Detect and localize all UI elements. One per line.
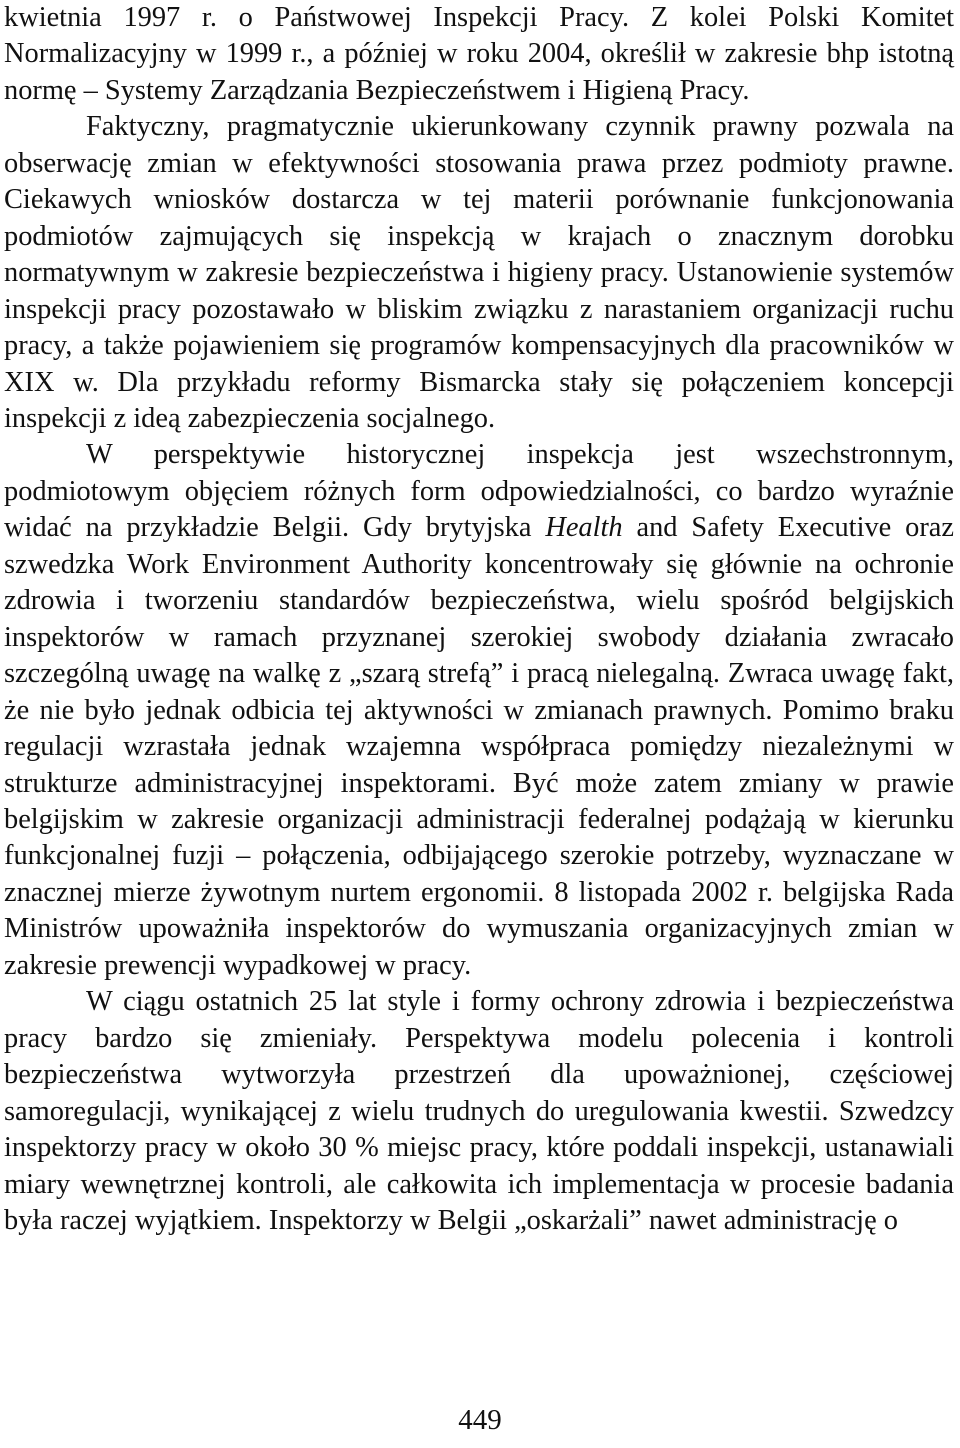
paragraph bbox=[4, 984, 954, 1239]
text-segment: and Safety Executive oraz szwedzka Work Environment Authority koncentrowały się głównie na ochronie zdrowia i tworzeniu standardów bezpieczeństwa, wielu spośród belgijskich inspektorów w ramach przyznanej szerokiej swobody działania zwracało szczególną uwagę na walkę z „szarą strefą” i pracą nielegalną. Zwraca uwagę fakt, że nie było jednak odbicia tej aktywności w zmianach prawnych. Pomimo braku regulacji wzrastała jednak wzajemna współpraca pomiędzy niezależnymi w strukturze administracyjnej inspektorami. Być może zatem zmiany w prawie belgijskim w zakresie organizacji administracji federalnej podążają w kierunku funkcjonalnej fuzji – połączenia, odbijającego szerokie potrzeby, wyznaczane w znacznej mierze żywotnym nurtem ergonomii. 8 listopada 2002 r. belgijska Rada Ministrów upoważniła inspektorów do wymuszania organizacyjnych zmian w zakresie prewencji wypadkowej w pracy. bbox=[4, 512, 954, 981]
paragraph bbox=[4, 109, 954, 437]
paragraph bbox=[4, 0, 954, 109]
text-segment: Faktyczny, pragmatycznie ukierunkowany czynnik prawny pozwala na obserwację zmian w efektywności stosowania prawa przez podmioty prawne. Ciekawych wniosków dostarcza w tej materii porównanie funkcjonowania podmiotów zajmujących się inspekcją w krajach o znacznym dorobku normatywnym w zakresie bezpieczeństwa i higieny pracy. Ustanowienie systemów inspekcji pracy pozostawało w bliskim związku z narastaniem organizacji ruchu pracy, a także pojawieniem się programów kompensacyjnych dla pracowników w XIX w. Dla przykładu reformy Bismarcka stały się połączeniem koncepcji inspekcji z ideą zabezpieczenia socjalnego. bbox=[4, 111, 954, 434]
italic-text: Health bbox=[545, 512, 623, 544]
text-segment: W perspektywie historycznej inspekcja jest wszechstronnym, podmiotowym objęciem różnych form odpowiedzialności, co bardzo wyraźnie widać na przykładzie Belgii. Gdy brytyjska bbox=[4, 439, 954, 544]
text-segment: W ciągu ostatnich 25 lat style i formy ochrony zdrowia i bezpieczeństwa pracy bardzo się zmieniały. Perspektywa modelu polecenia i kontroli bezpieczeństwa wytworzyła przestrzeń dla upoważnionej, częściowej samoregulacji, wynikającej z wielu trudnych do uregulowania kwestii. Szwedzcy inspektorzy pracy w około 30 % miejsc pracy, które poddali inspekcji, ustanawiali miary wewnętrznej kontroli, ale całkowita ich implementacja w procesie badania była raczej wyjątkiem. Inspektorzy w Belgii „oskarżali” nawet administrację o bbox=[4, 986, 954, 1236]
page-number: 449 bbox=[458, 1404, 502, 1436]
document-body bbox=[4, 0, 954, 1239]
text-segment: kwietnia 1997 r. o Państwowej Inspekcji Pracy. Z kolei Polski Komitet Normalizacyjny w 1999 r., a później w roku 2004, określił w zakresie bhp istotną normę – Systemy Zarządzania Bezpieczeństwem i Higieną Pracy. bbox=[4, 2, 954, 106]
paragraph bbox=[4, 437, 954, 984]
